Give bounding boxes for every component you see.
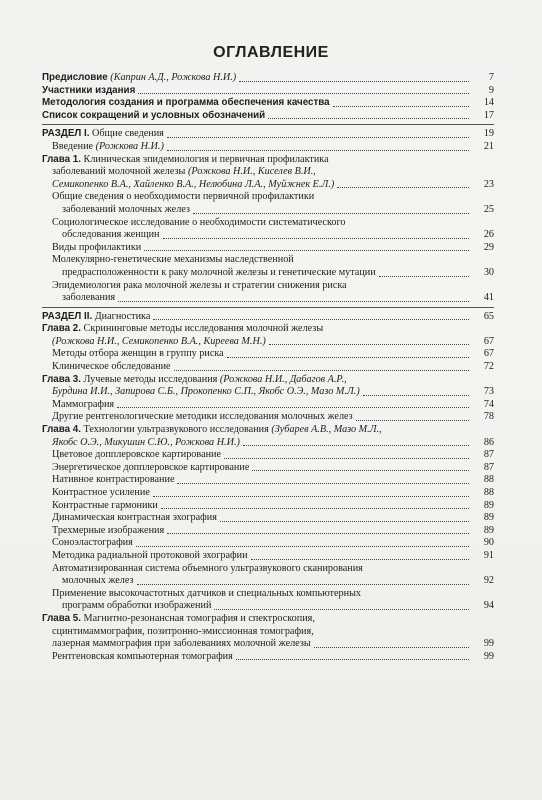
toc-entry[interactable] bbox=[42, 361, 494, 374]
dot-leader bbox=[167, 150, 469, 151]
toc-text-run: (Каприн А.Д., Рожкова Н.И.) bbox=[107, 72, 237, 83]
dot-leader bbox=[153, 319, 469, 320]
toc-entry-title bbox=[42, 72, 236, 85]
toc-page-number: 89 bbox=[483, 499, 494, 511]
toc-entry-title bbox=[52, 500, 158, 513]
toc-entry[interactable] bbox=[42, 474, 494, 487]
toc-text-run: Клиническая эпидемиология и первичная профилактика bbox=[80, 153, 329, 165]
toc-text-run: Применение высокочастотных датчиков и специальных компьютерных bbox=[52, 587, 362, 599]
dot-leader bbox=[214, 609, 469, 610]
toc-text-run: Социологическое исследование о необходимости систематического bbox=[52, 216, 346, 228]
toc-entry-continuation bbox=[62, 229, 160, 242]
toc-text-run: (Рожкова Н.И., Дабагов А.Р., bbox=[219, 373, 347, 385]
dot-leader bbox=[138, 93, 469, 94]
toc-page-number: 17 bbox=[483, 109, 494, 121]
toc-entry-title bbox=[42, 154, 329, 167]
toc-text-run: Клиническое обследование bbox=[52, 361, 171, 373]
toc-text-run: Другие рентгенологические методики исследования молочных желез bbox=[52, 411, 353, 423]
toc-entry-title bbox=[52, 449, 221, 462]
dot-leader bbox=[193, 213, 469, 214]
toc-page-number: 25 bbox=[483, 203, 494, 215]
dot-leader bbox=[252, 470, 469, 471]
toc-text-run: Скрининговые методы исследования молочной железы bbox=[80, 323, 324, 335]
toc-page-number: 67 bbox=[483, 335, 494, 347]
dot-leader bbox=[163, 238, 469, 239]
toc-text-run: лазерная маммография при заболеваниях молочной железы bbox=[52, 638, 311, 650]
toc-entry-title bbox=[52, 361, 171, 374]
toc-page-number: 74 bbox=[483, 398, 494, 410]
toc-text-run: программ обработки изображений bbox=[62, 600, 212, 612]
dot-leader bbox=[177, 483, 469, 484]
toc-text-run: Семикопенко В.А., Хайленко В.А., Нелюбина Л.А., Муйжнек Е.Л.) bbox=[52, 178, 335, 190]
toc-entry[interactable] bbox=[42, 537, 494, 550]
toc-entry-continuation bbox=[52, 626, 314, 639]
toc-text-run: Список сокращений и условных обозначений bbox=[42, 109, 266, 121]
toc-text-run: (Рожкова Н.И., Семикопенко В.А., Киреева М.Н.) bbox=[52, 335, 266, 347]
toc-text-run: Введение bbox=[52, 140, 96, 152]
toc-entry[interactable] bbox=[42, 374, 494, 399]
toc-text-run: Динамическая контрастная эхография bbox=[52, 512, 217, 524]
dot-leader bbox=[337, 187, 469, 188]
toc-entry-title bbox=[52, 462, 249, 475]
toc-entry-continuation bbox=[62, 292, 115, 305]
toc-entry-title bbox=[52, 550, 248, 563]
toc-page-number: 99 bbox=[483, 650, 494, 662]
toc-text-run: молочных желез bbox=[62, 575, 134, 587]
dot-leader bbox=[236, 659, 469, 660]
toc-text-run: Контрастное усиление bbox=[52, 487, 150, 498]
dot-leader bbox=[153, 496, 469, 497]
toc-page-number: 26 bbox=[483, 229, 494, 241]
toc-entry[interactable] bbox=[42, 97, 494, 110]
toc-entry[interactable] bbox=[42, 110, 494, 123]
toc-entry[interactable] bbox=[42, 72, 494, 85]
toc-entry[interactable] bbox=[42, 154, 494, 192]
toc-page-number: 90 bbox=[483, 537, 494, 549]
toc-text-run: Молекулярно-генетические механизмы наследственной bbox=[52, 254, 294, 266]
toc-text-run: Автоматизированная система объемного ультразвукового сканирования bbox=[52, 562, 363, 574]
toc-entry[interactable] bbox=[42, 399, 494, 412]
toc-text-run: Глава 4. bbox=[42, 424, 81, 436]
toc-entry-title bbox=[52, 242, 141, 255]
toc-text-run: Виды профилактики bbox=[52, 241, 142, 253]
toc-entry-title bbox=[42, 128, 164, 141]
toc-entry-title bbox=[52, 348, 224, 361]
dot-leader bbox=[220, 521, 469, 522]
toc-entry-title bbox=[52, 651, 233, 664]
toc-entry-continuation bbox=[62, 600, 211, 613]
toc-entry[interactable] bbox=[42, 85, 494, 98]
toc-entry[interactable] bbox=[42, 525, 494, 538]
toc-page-number: 88 bbox=[483, 474, 494, 486]
toc-entry[interactable] bbox=[42, 500, 494, 513]
toc-page-number: 86 bbox=[483, 436, 494, 448]
toc-entry[interactable] bbox=[42, 550, 494, 563]
toc-text-run: Глава 5. bbox=[42, 612, 81, 624]
toc-text-run: Контрастные гармоники bbox=[52, 499, 158, 511]
toc-entry-continuation bbox=[52, 166, 316, 179]
toc-entry[interactable] bbox=[42, 512, 494, 525]
toc-entry-title bbox=[52, 191, 314, 204]
toc-text-run: заболеваний молочной железы bbox=[52, 166, 188, 178]
toc-entry[interactable] bbox=[42, 128, 494, 141]
toc-entry-continuation bbox=[52, 386, 360, 399]
toc-entry-continuation bbox=[52, 638, 311, 651]
toc-page-number: 19 bbox=[483, 128, 494, 140]
toc-entry-continuation bbox=[62, 267, 376, 280]
toc-entry-title bbox=[52, 254, 294, 267]
toc-entry[interactable] bbox=[42, 311, 494, 324]
toc-page-number: 87 bbox=[483, 449, 494, 461]
dot-leader bbox=[161, 508, 469, 509]
toc-entry[interactable] bbox=[42, 254, 494, 279]
toc-entry-title bbox=[52, 474, 174, 487]
toc-text-run: заболевания bbox=[62, 292, 116, 304]
toc-page-number: 72 bbox=[483, 361, 494, 373]
toc-text-run: Общие сведения bbox=[89, 128, 164, 140]
toc-page-number: 94 bbox=[483, 600, 494, 612]
toc-entry-title bbox=[52, 588, 361, 601]
toc-text-run: Технологии ультразвукового исследования bbox=[80, 424, 272, 436]
dot-leader bbox=[268, 118, 469, 119]
toc-entry[interactable] bbox=[42, 462, 494, 475]
toc-entry-title bbox=[52, 411, 353, 424]
toc-entry[interactable] bbox=[42, 141, 494, 154]
toc-text-run: (Зубарев А.В., Мазо М.Л., bbox=[271, 424, 382, 436]
dot-leader bbox=[174, 370, 469, 371]
toc-text-run: Рентгеновская компьютерная томография bbox=[52, 650, 233, 662]
toc-page-number: 91 bbox=[483, 549, 494, 561]
dot-leader bbox=[117, 407, 469, 408]
dot-leader bbox=[269, 344, 469, 345]
toc-entry-title bbox=[52, 525, 164, 538]
toc-text-run: Предисловие bbox=[42, 72, 108, 83]
toc-text-run: Методология создания и программа обеспечения качества bbox=[42, 97, 330, 109]
toc-text-run: Бурдина И.И., Запирова С.Б., Прокопенко С.П., Якобс О.Э., Мазо М.Л.) bbox=[52, 386, 360, 398]
toc-entry-title bbox=[52, 487, 150, 500]
toc-entry-continuation bbox=[52, 437, 240, 450]
toc-page-number: 14 bbox=[483, 97, 494, 109]
dot-leader bbox=[227, 357, 469, 358]
toc-entry-title bbox=[52, 563, 363, 576]
toc-text-run: предрасположенности к раку молочной железы и генетические мутации bbox=[62, 266, 376, 278]
toc-entry-continuation bbox=[62, 204, 190, 217]
toc-page-number: 88 bbox=[483, 487, 494, 498]
toc-text-run: Глава 3. bbox=[42, 373, 81, 385]
toc-entry-title bbox=[52, 217, 346, 230]
dot-leader bbox=[137, 584, 469, 585]
toc-entry[interactable] bbox=[42, 217, 494, 242]
toc-text-run: Глава 1. bbox=[42, 153, 81, 165]
toc-text-run: РАЗДЕЛ II. bbox=[42, 310, 93, 322]
toc-entry-title bbox=[42, 110, 265, 123]
toc-text-run: Якобс О.Э., Микушин С.Ю., Рожкова Н.И.) bbox=[52, 436, 240, 448]
toc-entry-title bbox=[42, 323, 323, 336]
toc-page-number: 9 bbox=[488, 84, 494, 96]
dot-leader bbox=[251, 559, 469, 560]
toc-page-number: 23 bbox=[483, 178, 494, 190]
toc-entry[interactable] bbox=[42, 487, 494, 500]
toc-text-run: Цветовое допплеровское картирование bbox=[52, 449, 222, 461]
toc-entry[interactable] bbox=[42, 588, 494, 613]
toc-entry[interactable] bbox=[42, 613, 494, 651]
toc-text-run: сцинтимаммография, позитронно-эмиссионная томография, bbox=[52, 625, 314, 637]
toc-entry-title bbox=[42, 97, 330, 110]
toc-page-number: 89 bbox=[483, 512, 494, 524]
toc-page-number: 99 bbox=[483, 638, 494, 650]
toc-text-run: обследования женщин bbox=[62, 229, 160, 241]
dot-leader bbox=[243, 445, 469, 446]
toc-page-number: 7 bbox=[488, 72, 494, 83]
toc-entry-title bbox=[42, 613, 315, 626]
toc-entry[interactable] bbox=[42, 280, 494, 305]
toc-text-run: Общие сведения о необходимости первичной профилактики bbox=[52, 191, 315, 203]
toc-page-number: 73 bbox=[483, 386, 494, 398]
toc-entry[interactable] bbox=[42, 242, 494, 255]
toc-entry-continuation bbox=[62, 575, 134, 588]
dot-leader bbox=[333, 106, 469, 107]
dot-leader bbox=[224, 458, 469, 459]
dot-leader bbox=[314, 647, 469, 648]
toc-text-run: Соноэластография bbox=[52, 537, 133, 549]
toc-text-run: Методика радиальной протоковой эхографии bbox=[52, 549, 248, 561]
toc-text-run: Маммография bbox=[52, 398, 115, 410]
dot-leader bbox=[144, 250, 469, 251]
toc-text-run: заболеваний молочных желез bbox=[62, 203, 190, 215]
toc-text-run: Энергетическое допплеровское картирование bbox=[52, 461, 250, 473]
toc-page-number: 30 bbox=[483, 266, 494, 278]
toc-entry[interactable] bbox=[42, 563, 494, 588]
toc-entry-title bbox=[52, 141, 164, 154]
toc-page-number: 92 bbox=[483, 575, 494, 587]
toc-entry-title bbox=[42, 424, 382, 437]
dot-leader bbox=[363, 395, 469, 396]
table-of-contents bbox=[42, 72, 494, 663]
toc-text-run: Эпидемиология рака молочной железы и стратегии снижения риска bbox=[52, 279, 347, 291]
toc-entry[interactable] bbox=[42, 191, 494, 216]
toc-entry-continuation bbox=[52, 179, 334, 192]
section-divider bbox=[42, 124, 494, 125]
toc-text-run: (Рожкова Н.И., Киселев В.И., bbox=[187, 166, 316, 178]
toc-entry-continuation bbox=[52, 336, 266, 349]
toc-page-number: 87 bbox=[483, 461, 494, 473]
toc-page-number: 67 bbox=[483, 348, 494, 360]
toc-page-number: 65 bbox=[483, 310, 494, 322]
toc-entry-title bbox=[52, 399, 114, 412]
toc-entry[interactable] bbox=[42, 424, 494, 449]
toc-text-run: (Рожкова Н.И.) bbox=[95, 140, 164, 152]
toc-text-run: Участники издания bbox=[42, 84, 136, 96]
toc-text-run: Методы отбора женщин в группу риска bbox=[52, 348, 224, 360]
toc-text-run: Лучевые методы исследования bbox=[80, 373, 220, 385]
dot-leader bbox=[239, 81, 469, 82]
toc-entry[interactable] bbox=[42, 411, 494, 424]
toc-text-run: РАЗДЕЛ I. bbox=[42, 128, 90, 140]
dot-leader bbox=[356, 420, 469, 421]
toc-text-run: Диагностика bbox=[92, 310, 151, 322]
toc-entry-title bbox=[42, 311, 150, 324]
toc-page-number: 89 bbox=[483, 524, 494, 536]
toc-entry[interactable] bbox=[42, 323, 494, 348]
toc-page-number: 41 bbox=[483, 292, 494, 304]
dot-leader bbox=[379, 276, 469, 277]
toc-entry-title bbox=[42, 374, 347, 387]
toc-text-run: Магнитно-резонансная томография и спектроскопия, bbox=[80, 612, 315, 624]
page-title: ОГЛАВЛЕНИЕ bbox=[213, 44, 329, 61]
toc-page-number: 78 bbox=[483, 411, 494, 423]
toc-page-number: 29 bbox=[483, 241, 494, 253]
section-divider bbox=[42, 307, 494, 308]
dot-leader bbox=[136, 546, 469, 547]
toc-entry[interactable] bbox=[42, 348, 494, 361]
toc-entry-title bbox=[52, 537, 133, 550]
toc-entry-title bbox=[42, 85, 135, 98]
dot-leader bbox=[167, 533, 469, 534]
toc-page-number: 21 bbox=[483, 140, 494, 152]
toc-text-run: Трехмерные изображения bbox=[52, 524, 165, 536]
toc-entry[interactable] bbox=[42, 651, 494, 664]
toc-entry[interactable] bbox=[42, 449, 494, 462]
toc-text-run: Нативное контрастирование bbox=[52, 474, 175, 486]
toc-text-run: Глава 2. bbox=[42, 323, 81, 335]
dot-leader bbox=[118, 301, 469, 302]
toc-entry-title bbox=[52, 512, 217, 525]
dot-leader bbox=[167, 137, 469, 138]
toc-entry-title bbox=[52, 280, 347, 293]
